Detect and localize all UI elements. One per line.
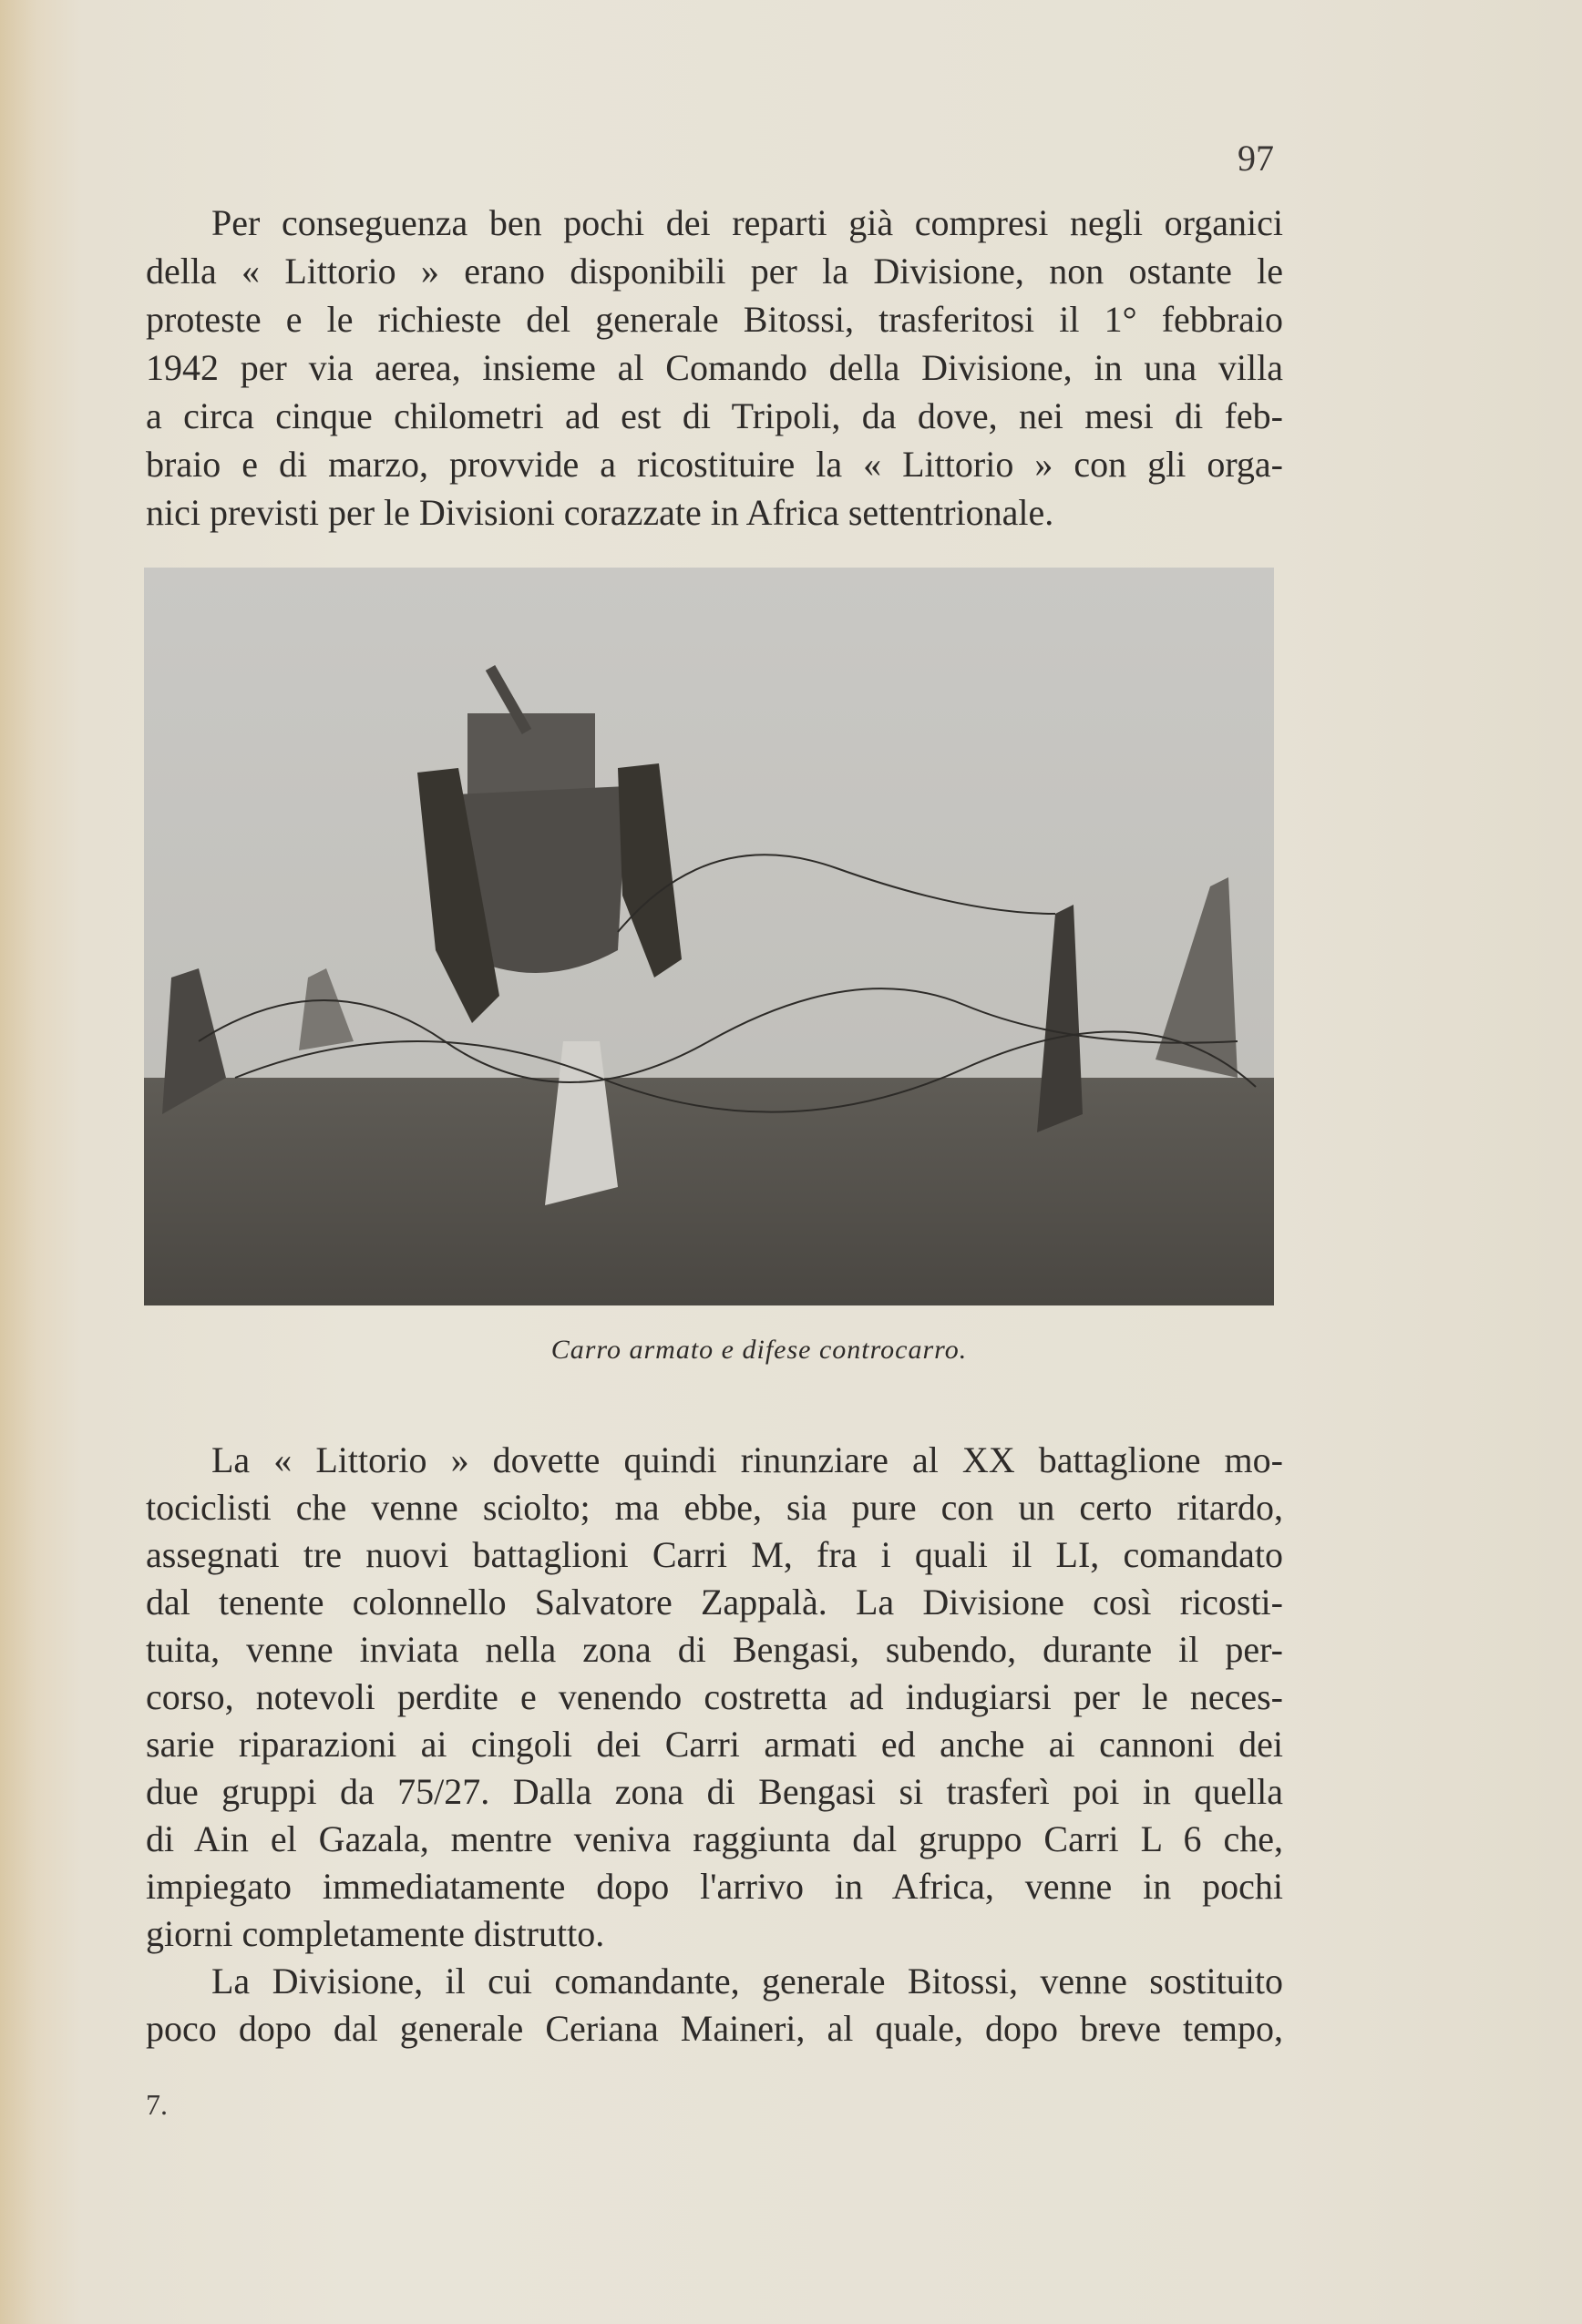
text-line: della « Littorio » erano disponibili per la Divisione, non ostante le (146, 251, 1283, 292)
text-line: giorni completamente distrutto. (146, 1913, 605, 1954)
paragraph-2 (146, 1437, 1283, 2053)
text-line: tuita, venne inviata nella zona di Bengasi, subendo, durante il per- (146, 1629, 1283, 1670)
tank-photograph (144, 568, 1274, 1305)
text-line: assegnati tre nuovi battaglioni Carri M, fra i quali il LI, comandato (146, 1534, 1283, 1575)
text-line: La « Littorio » dovette quindi rinunziare al XX battaglione mo- (211, 1439, 1283, 1480)
caption-text: Carro armato e difese controcarro. (550, 1335, 968, 1365)
text-line: poco dopo dal generale Ceriana Maineri, al quale, dopo breve tempo, (146, 2008, 1283, 2049)
text-line: di Ain el Gazala, mentre veniva raggiunta dal gruppo Carri L 6 che, (146, 1818, 1283, 1859)
signature-mark: 7. (146, 2088, 168, 2121)
figure-caption (0, 1335, 1582, 1366)
text-line: braio e di marzo, provvide a ricostituire la « Littorio » con gli orga- (146, 444, 1283, 485)
text-line: tociclisti che venne sciolto; ma ebbe, sia pure con un certo ritardo, (146, 1487, 1283, 1528)
text-line: due gruppi da 75/27. Dalla zona di Bengasi si trasferì poi in quella (146, 1771, 1283, 1812)
ground-grass (144, 1078, 1274, 1305)
photo-illustration (144, 568, 1274, 1305)
text-line: proteste e le richieste del generale Bitossi, trasferitosi il 1° febbraio (146, 299, 1283, 340)
text-line: dal tenente colonnello Salvatore Zappalà. La Divisione così ricosti- (146, 1582, 1283, 1623)
page-number: 97 (1238, 138, 1274, 179)
text-line: a circa cinque chilometri ad est di Tripoli, da dove, nei mesi di feb- (146, 395, 1283, 436)
text-line: 1942 per via aerea, insieme al Comando della Divisione, in una villa (146, 347, 1283, 388)
paragraph-1 (146, 199, 1283, 537)
text-line: sarie riparazioni ai cingoli dei Carri armati ed anche ai cannoni dei (146, 1724, 1283, 1765)
text-line: corso, notevoli perdite e venendo costretta ad indugiarsi per le neces- (146, 1676, 1283, 1717)
text-line: Per conseguenza ben pochi dei reparti già compresi negli organici (211, 202, 1283, 243)
text-line: nici previsti per le Divisioni corazzate in Africa settentrionale. (146, 492, 1054, 533)
text-line: La Divisione, il cui comandante, generale Bitossi, venne sostituito (211, 1961, 1283, 2002)
text-line: impiegato immediatamente dopo l'arrivo in Africa, venne in pochi (146, 1866, 1283, 1907)
